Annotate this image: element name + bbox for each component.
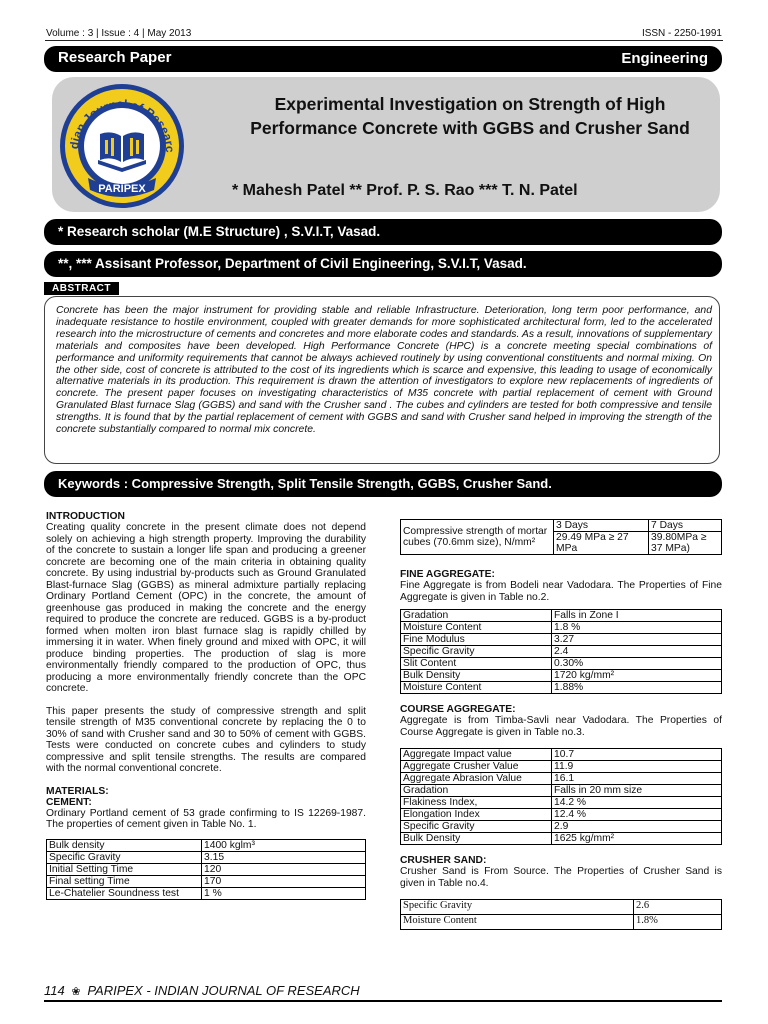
table-row: Aggregate Abrasion Value 16.1 bbox=[401, 773, 722, 785]
introduction-para-2: This paper presents the study of compressive strength and split tensile strength of M35 conventional concrete by replacing the 0 to 30% of sand with Crusher sand and 30 to 50% of cement with GGBS. Tests were conducted on concrete cubes and cylinders to study compressive and split tensile strengths. The results are compared with the normal conventional concrete. bbox=[46, 705, 366, 774]
course-aggregate-heading: COURSE AGGREGATE: bbox=[400, 704, 516, 715]
logo-ring-text: dian Journal of Researc bbox=[67, 96, 178, 154]
table-row: Le-Chatelier Soundness test 1 % bbox=[47, 887, 366, 899]
crusher-sand-text: Crusher Sand is From Source. The Properties of Crusher Sand is given in Table no.4. bbox=[400, 866, 722, 889]
keywords: Keywords : Compressive Strength, Split Tensile Strength, GGBS, Crusher Sand. bbox=[58, 476, 552, 491]
footer bbox=[44, 983, 360, 998]
issn: ISSN - 2250-1991 bbox=[641, 28, 722, 39]
table-row: Moisture Content 1.88% bbox=[401, 682, 722, 694]
table-row: Specific Gravity 2.4 bbox=[401, 646, 722, 658]
table-row: Aggregate Crusher Value 11.9 bbox=[401, 761, 722, 773]
table-row: Aggregate Impact value 10.7 bbox=[401, 749, 722, 761]
introduction-heading: INTRODUCTION bbox=[46, 511, 125, 522]
fine-aggregate-table bbox=[400, 609, 722, 694]
course-aggregate-table bbox=[400, 748, 722, 845]
crusher-sand-table bbox=[400, 899, 722, 930]
left-column bbox=[46, 511, 366, 900]
table-row: Specific Gravity 3.15 bbox=[47, 851, 366, 863]
affiliation-2: **, *** Assisant Professor, Department of Civil Engineering, S.V.I.T, Vasad. bbox=[58, 256, 527, 271]
right-column bbox=[400, 519, 722, 930]
keywords-bar bbox=[44, 471, 722, 497]
course-aggregate-text: Aggregate is from Timba-Savli near Vadodara. The Properties of Course Aggregate is given in Table no.3. bbox=[400, 715, 722, 738]
header-bar bbox=[44, 46, 722, 72]
journal-logo bbox=[58, 82, 186, 210]
table-row: Moisture Content 1.8% bbox=[401, 915, 722, 930]
introduction-para-1: Creating quality concrete in the present climate does not depend solely on achieving a high strength property. Improving the durability of the concrete to sustain a longer life span and producing a greener concrete are becoming one of the main criteria in obtaining quality concrete. By using industrial by-products such as Ground Granulated Blast-furnace Slag (GGBS) as mineral admixture partially replacing Ordinary Portland Cement (OPC) in the concrete, the amount of greenhouse gas produced in making the concrete and the energy required to produce the concrete are reduced. GGBS is a by-product formed when molten iron blast furnace slag is rapidly chilled by immersing it in water. When finely ground and mixed with OPC, it will produce binding properties. The production of slag is more environmentally friendly compared to the production of OPC, thus producing a more environmentally friendly concrete than the OPC concrete. bbox=[46, 522, 366, 694]
table-row: Fine Modulus 3.27 bbox=[401, 634, 722, 646]
fine-aggregate-text: Fine Aggregate is from Bodeli near Vadodara. The Properties of Fine Aggregate is given in Table no.2. bbox=[400, 580, 722, 603]
table-row: Final setting Time 170 bbox=[47, 875, 366, 887]
table-row: Gradation Falls in 20 mm size bbox=[401, 785, 722, 797]
table-row: Specific Gravity 2.6 bbox=[401, 900, 722, 915]
abstract-label: ABSTRACT bbox=[44, 282, 119, 295]
table-row: Initial Setting Time 120 bbox=[47, 863, 366, 875]
authors: * Mahesh Patel ** Prof. P. S. Rao *** T. N. Patel bbox=[232, 182, 578, 199]
footer-rule bbox=[44, 1000, 722, 1002]
table-row: 29.49 MPa ≥ 27 MPa 39.80MPa ≥ 37 MPa) bbox=[401, 532, 722, 555]
affiliation-bar-1 bbox=[44, 219, 722, 245]
affiliation-1: * Research scholar (M.E Structure) , S.V.I.T, Vasad. bbox=[58, 224, 381, 239]
volume-info: Volume : 3 | Issue : 4 | May 2013 bbox=[46, 28, 192, 39]
cement-table bbox=[46, 839, 366, 900]
table-row: Compressive strength of mortar cubes (70.6mm size), N/mm² 3 Days 7 Days bbox=[401, 520, 722, 532]
journal-name: PARIPEX - INDIAN JOURNAL OF RESEARCH bbox=[87, 983, 360, 998]
mortar-strength-table bbox=[400, 519, 722, 555]
table-row: Bulk Density 1720 kg/mm² bbox=[401, 670, 722, 682]
abstract-text: Concrete has been the major instrument for providing stable and reliable Infrastructure. Deterioration, long term poor performance, and inadequate resistance to hostile environment, coupled with greater demands for more sophisticated architectural form, led to the accelerated research into the microstructure of cements and concretes and more elaborate codes and standards. As a result, innovations of supplementary materials and composites have been developed. High Performance Concrete (HPC) is a concrete meeting special combinations of performance and uniformity requirements that cannot be always achieved routinely by using conventional constituents and normal mixing. On the other side, cost of concrete is attributed to the cost of its ingredients which is scarce and expensive, this leading to usage of economically alternative materials in its production. This requirement is drawn the attention of investigators to explore new replacements of ingredients of concrete. The present paper focuses on investigating characteristics of M35 concrete with partial replacement of cement with Ground Granulated Blast furnace Slag (GGBS) and sand with the Crusher sand . The cubes and cylinders are tested for both compressive and tensile strengths. It is found that by the partial replacement of cement with GGBS and sand with Crusher sand helped in improving the strength of the concrete substantially compared to normal mix concrete. bbox=[56, 305, 712, 436]
table-row: Moisture Content 1.8 % bbox=[401, 622, 722, 634]
materials-heading: MATERIALS: bbox=[46, 785, 109, 797]
footer-ornament-icon: ❀ bbox=[68, 986, 84, 998]
paper-title: Experimental Investigation on Strength of High Performance Concrete with GGBS and Crusher Sand bbox=[250, 94, 690, 138]
cement-heading: CEMENT: bbox=[46, 796, 92, 808]
page-number: 114 bbox=[44, 983, 65, 998]
table-row: Slit Content 0.30% bbox=[401, 658, 722, 670]
top-rule bbox=[45, 40, 723, 41]
logo-banner-text: PARIPEX bbox=[98, 183, 146, 195]
cement-text: Ordinary Portland cement of 53 grade confirming to IS 12269-1987. The properties of cement given in Table No. 1. bbox=[46, 807, 366, 830]
affiliation-bar-2 bbox=[44, 251, 722, 277]
table-row: Specific Gravity 2.9 bbox=[401, 821, 722, 833]
table-row: Bulk density 1400 kglm³ bbox=[47, 839, 366, 851]
subject-label: Engineering bbox=[621, 50, 708, 67]
crusher-sand-heading: CRUSHER SAND: bbox=[400, 855, 487, 866]
table-row: Flakiness Index, 14.2 % bbox=[401, 797, 722, 809]
fine-aggregate-heading: FINE AGGREGATE: bbox=[400, 569, 495, 580]
table-row: Gradation Falls in Zone I bbox=[401, 610, 722, 622]
paper-type-label: Research Paper bbox=[58, 49, 172, 66]
table-row: Bulk Density 1625 kg/mm² bbox=[401, 833, 722, 845]
table-row: Elongation Index 12.4 % bbox=[401, 809, 722, 821]
